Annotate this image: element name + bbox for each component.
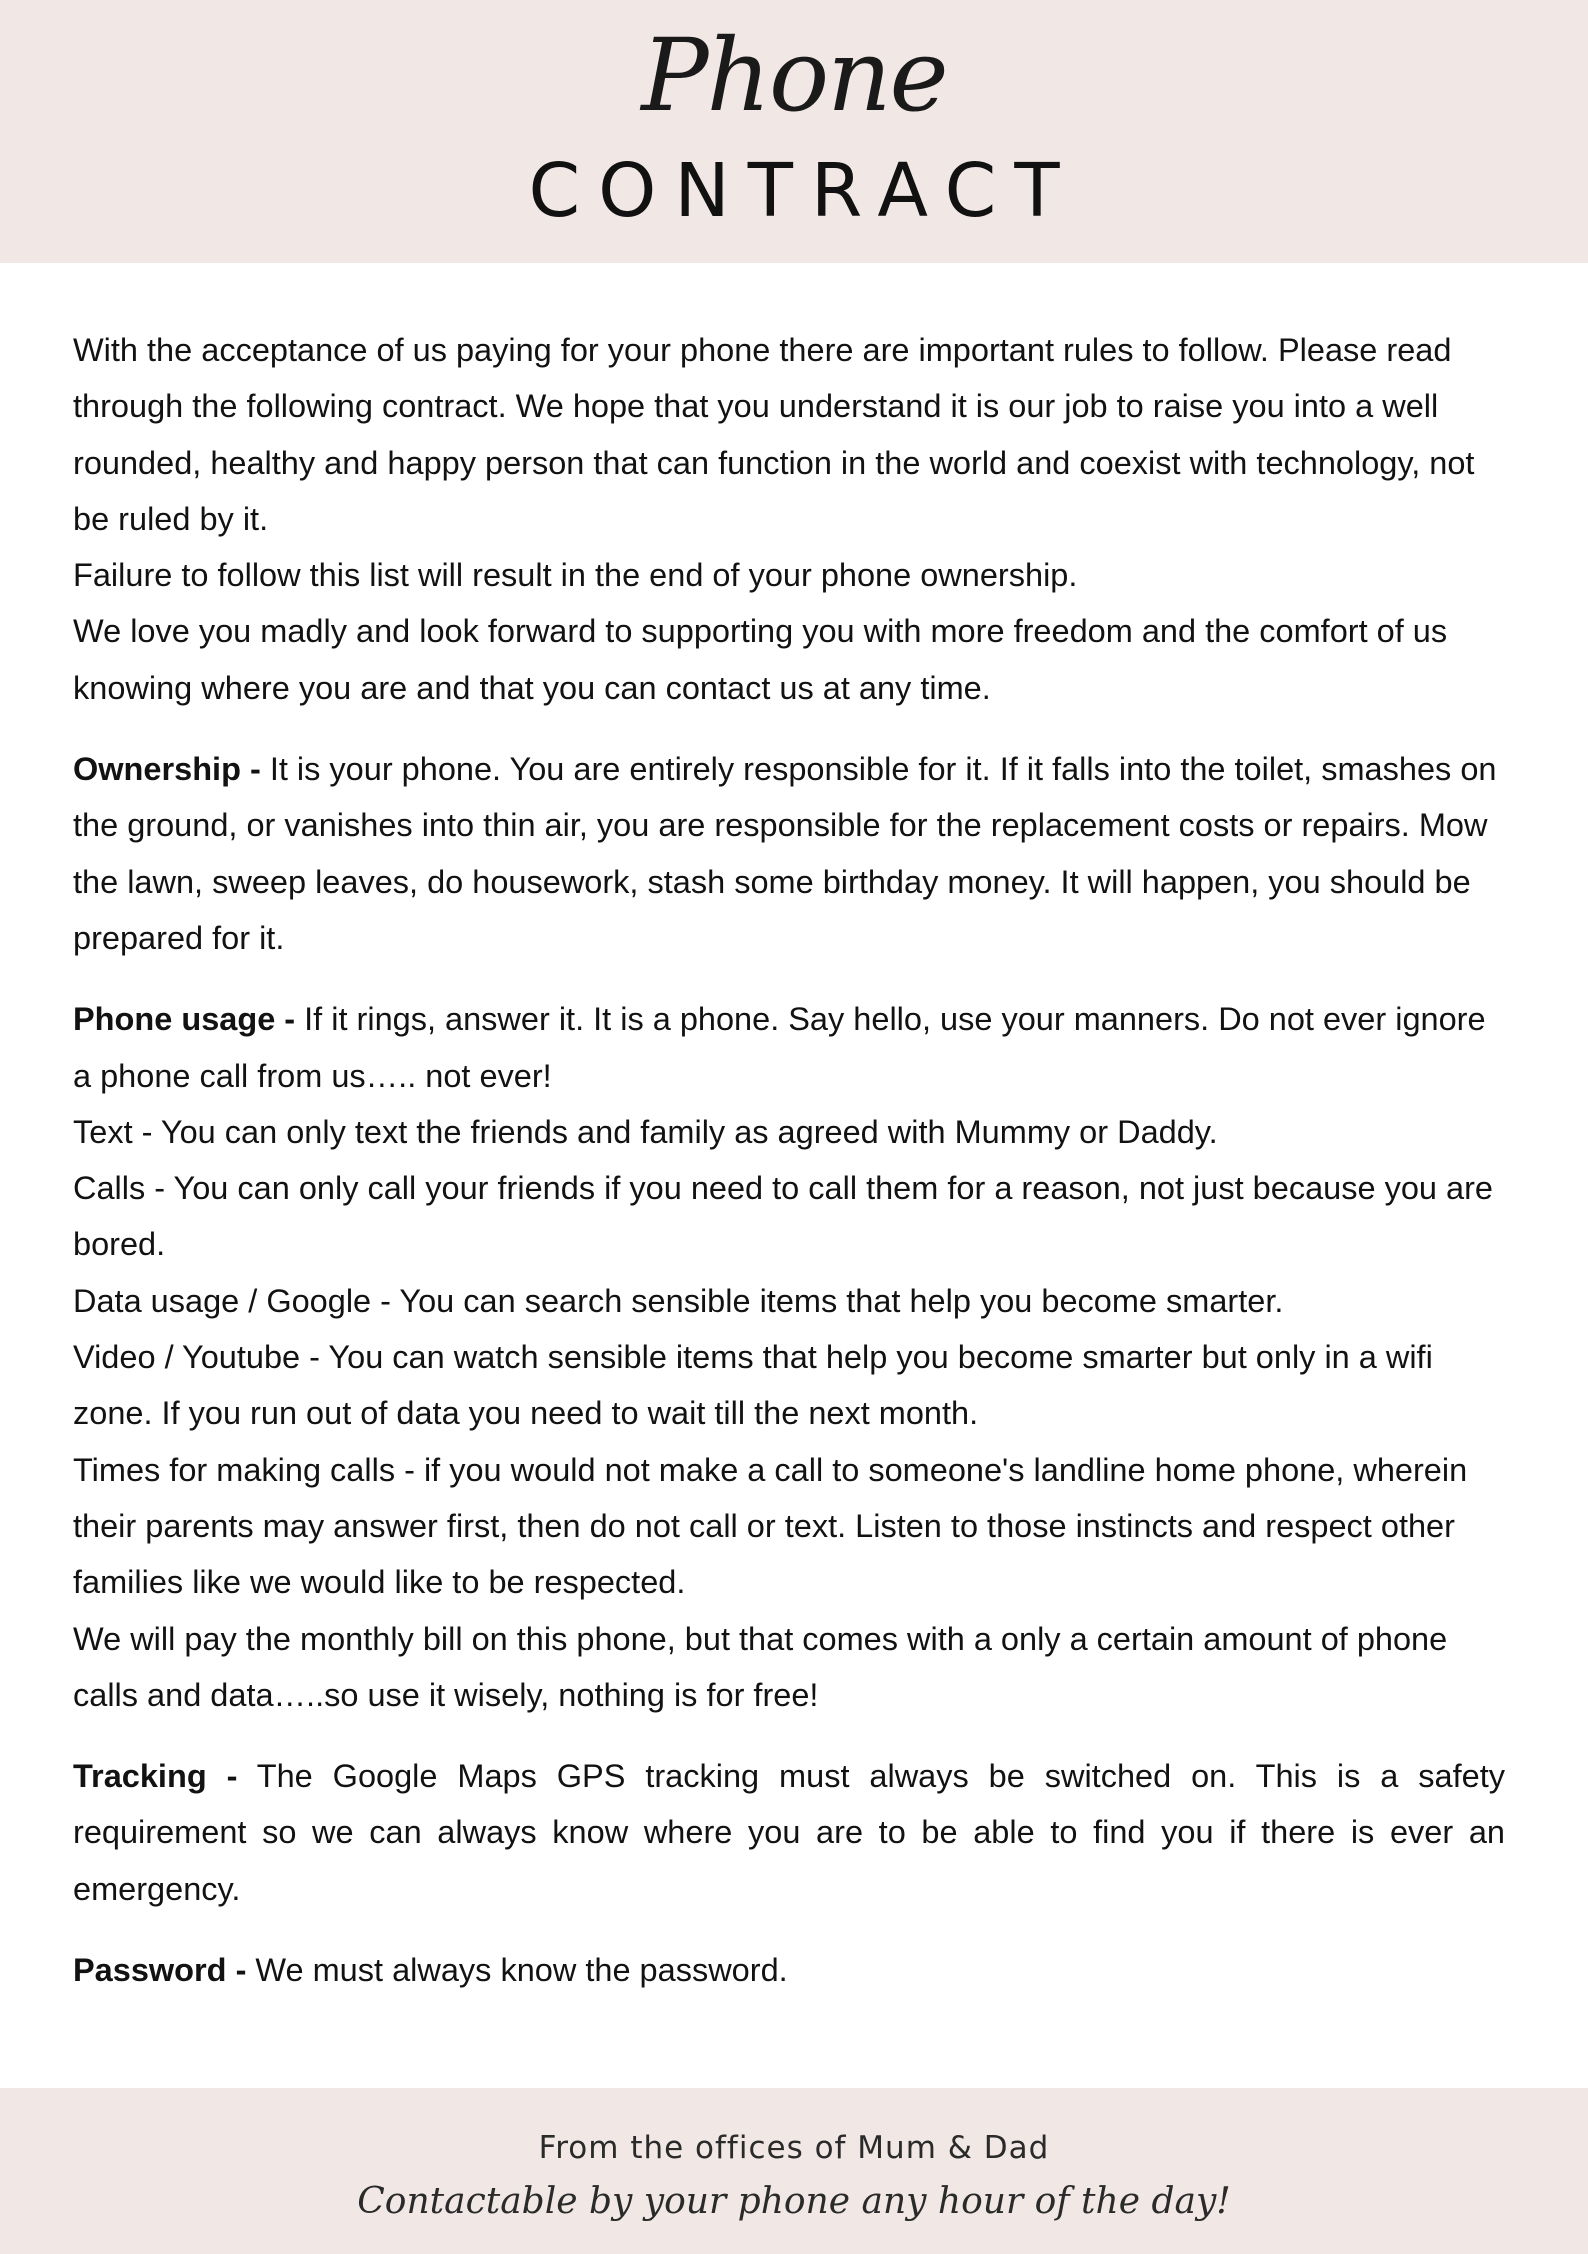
- password-section: [73, 1942, 1505, 1998]
- phone-usage-section: [73, 991, 1505, 1104]
- data-usage-rule: Data usage / Google - You can search sensible items that help you become smarter.: [73, 1282, 1284, 1319]
- intro-love-note: We love you madly and look forward to supporting you with more freedom and the comfort of us knowing where you are and that you can contact us at any time.: [73, 613, 1448, 706]
- intro-paragraph: With the acceptance of us paying for your phone there are important rules to follow. Please read through the following contract. We hope that you understand it is our job to raise you into a well rounded, healthy and happy person that can function in the world and coexist with technology, not be ruled by it.: [73, 332, 1475, 537]
- intro-failure-note: Failure to follow this list will result in the end of your phone ownership.: [73, 557, 1078, 594]
- tracking-text: The Google Maps GPS tracking must always be switched on. This is a safety requirement so we can always know where you are to be able to find you if there is ever an emergency.: [73, 1758, 1506, 1907]
- title-script: Phone: [641, 17, 947, 134]
- footer-band: [0, 2088, 1588, 2254]
- password-text: We must always know the password.: [246, 1952, 788, 1989]
- ownership-heading: Ownership -: [73, 751, 261, 788]
- password-heading: Password -: [73, 1952, 247, 1989]
- tracking-heading: Tracking -: [73, 1758, 238, 1795]
- tracking-section: [73, 1748, 1505, 1917]
- video-rule: Video / Youtube - You can watch sensible items that help you become smarter but only in a wifi zone. If you run out of data you need to wait till the next month.: [73, 1339, 1433, 1432]
- phone-usage-text: If it rings, answer it. It is a phone. Say hello, use your manners. Do not ever ignore a phone call from us….. not ever!: [73, 1001, 1486, 1094]
- text-rule: Text - You can only text the friends and family as agreed with Mummy or Daddy.: [73, 1113, 1218, 1150]
- ownership-text: It is your phone. You are entirely responsible for it. If it falls into the toilet, smashes on the ground, or vanishes into thin air, you are responsible for the replacement costs or repairs. Mow the lawn, sweep leaves, do housework, stash some birthday money. It will happen, you should be prepared for it.: [73, 751, 1497, 956]
- title-caps: CONTRACT: [528, 148, 1078, 234]
- calling-times-rule: Times for making calls - if you would not make a call to someone's landline home phone, wherein their parents may answer first, then do not call or text. Listen to those instincts and respect other families like we would like to be respected.: [73, 1451, 1468, 1601]
- contract-body: [73, 322, 1505, 1998]
- ownership-section: [73, 741, 1505, 966]
- footer-tagline: Contactable by your phone any hour of the day!: [357, 2181, 1231, 2222]
- monthly-bill-rule: We will pay the monthly bill on this phone, but that comes with a only a certain amount of phone calls and data…..so use it wisely, nothing is for free!: [73, 1620, 1448, 1713]
- calls-rule: Calls - You can only call your friends if you need to call them for a reason, not just because you are bored.: [73, 1170, 1493, 1263]
- phone-usage-heading: Phone usage -: [73, 1001, 296, 1038]
- footer-office-line: From the offices of Mum & Dad: [538, 2130, 1050, 2166]
